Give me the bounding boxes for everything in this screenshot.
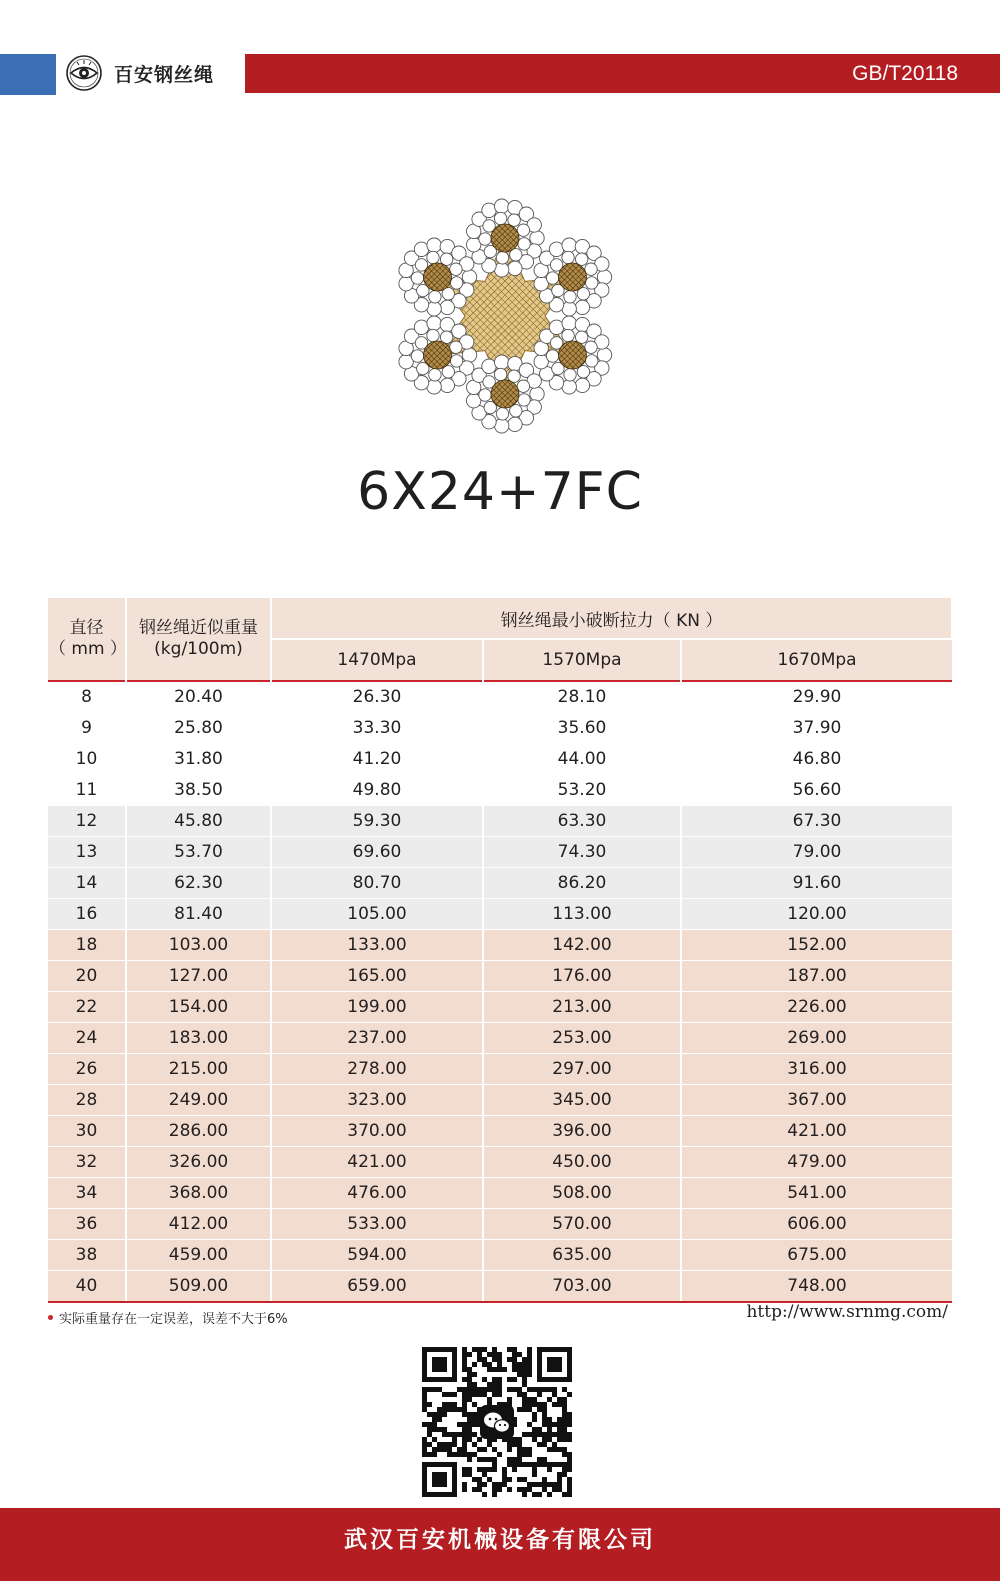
table-row <box>48 837 952 868</box>
table-cell: 675.00 <box>681 1240 952 1271</box>
table-cell: 29.90 <box>681 681 952 713</box>
table-cell: 59.30 <box>271 806 483 837</box>
table-cell: 40 <box>48 1271 126 1303</box>
table-cell: 297.00 <box>483 1054 681 1085</box>
table-cell: 32 <box>48 1147 126 1178</box>
header-weight <box>126 598 271 681</box>
table-cell: 74.30 <box>483 837 681 868</box>
table-row <box>48 806 952 837</box>
table-cell: 31.80 <box>126 744 271 775</box>
table-cell: 450.00 <box>483 1147 681 1178</box>
table-cell: 606.00 <box>681 1209 952 1240</box>
table-cell: 476.00 <box>271 1178 483 1209</box>
table-cell: 127.00 <box>126 961 271 992</box>
table-cell: 570.00 <box>483 1209 681 1240</box>
table-row <box>48 681 952 713</box>
table-cell: 509.00 <box>126 1271 271 1303</box>
table-row <box>48 1271 952 1303</box>
table-cell: 113.00 <box>483 899 681 930</box>
weight-tolerance-note <box>48 1308 288 1327</box>
table-row <box>48 868 952 899</box>
table-cell: 479.00 <box>681 1147 952 1178</box>
table-cell: 34 <box>48 1178 126 1209</box>
product-model: 6X24+7FC <box>357 462 643 522</box>
wechat-qr-code-icon <box>422 1347 572 1497</box>
footer-company-name: 武汉百安机械设备有限公司 <box>344 1526 656 1553</box>
table-cell: 183.00 <box>126 1023 271 1054</box>
table-cell: 13 <box>48 837 126 868</box>
table-cell: 80.70 <box>271 868 483 899</box>
table-cell: 37.90 <box>681 713 952 744</box>
table-cell: 79.00 <box>681 837 952 868</box>
table-row <box>48 1023 952 1054</box>
table-cell: 69.60 <box>271 837 483 868</box>
table-cell: 594.00 <box>271 1240 483 1271</box>
header-diameter-unit: （ mm ） <box>49 639 127 659</box>
table-cell: 44.00 <box>483 744 681 775</box>
header-weight-unit: (kg/100m) <box>154 639 243 659</box>
header-grade-1670: 1670Mpa <box>681 639 952 681</box>
table-cell: 86.20 <box>483 868 681 899</box>
table-cell: 635.00 <box>483 1240 681 1271</box>
bullet-dot-icon <box>48 1315 53 1320</box>
table-cell: 41.20 <box>271 744 483 775</box>
table-row <box>48 930 952 961</box>
table-cell: 370.00 <box>271 1116 483 1147</box>
table-cell: 165.00 <box>271 961 483 992</box>
table-row <box>48 961 952 992</box>
table-cell: 46.80 <box>681 744 952 775</box>
table-cell: 368.00 <box>126 1178 271 1209</box>
table-cell: 226.00 <box>681 992 952 1023</box>
table-cell: 367.00 <box>681 1085 952 1116</box>
table-cell: 45.80 <box>126 806 271 837</box>
table-cell: 421.00 <box>271 1147 483 1178</box>
table-cell: 703.00 <box>483 1271 681 1303</box>
table-cell: 278.00 <box>271 1054 483 1085</box>
table-row <box>48 775 952 806</box>
header-grade-1570: 1570Mpa <box>483 639 681 681</box>
table-cell: 253.00 <box>483 1023 681 1054</box>
table-row <box>48 1240 952 1271</box>
table-cell: 269.00 <box>681 1023 952 1054</box>
table-cell: 199.00 <box>271 992 483 1023</box>
table-cell: 154.00 <box>126 992 271 1023</box>
table-cell: 152.00 <box>681 930 952 961</box>
table-cell: 421.00 <box>681 1116 952 1147</box>
table-row <box>48 899 952 930</box>
header-diameter-label: 直径 <box>69 618 104 638</box>
table-cell: 28.10 <box>483 681 681 713</box>
table-cell: 213.00 <box>483 992 681 1023</box>
table-cell: 249.00 <box>126 1085 271 1116</box>
note-text: 实际重量存在一定误差，误差不大于6% <box>59 1312 288 1327</box>
table-cell: 10 <box>48 744 126 775</box>
table-cell: 81.40 <box>126 899 271 930</box>
table-cell: 38 <box>48 1240 126 1271</box>
table-cell: 22 <box>48 992 126 1023</box>
table-cell: 53.20 <box>483 775 681 806</box>
company-logo <box>64 54 214 93</box>
header-diameter <box>48 598 126 681</box>
table-cell: 62.30 <box>126 868 271 899</box>
header-grade-1470: 1470Mpa <box>271 639 483 681</box>
table-cell: 53.70 <box>126 837 271 868</box>
table-cell: 24 <box>48 1023 126 1054</box>
table-cell: 412.00 <box>126 1209 271 1240</box>
table-cell: 67.30 <box>681 806 952 837</box>
table-cell: 142.00 <box>483 930 681 961</box>
table-cell: 748.00 <box>681 1271 952 1303</box>
table-cell: 56.60 <box>681 775 952 806</box>
table-cell: 91.60 <box>681 868 952 899</box>
table-cell: 26 <box>48 1054 126 1085</box>
table-cell: 20 <box>48 961 126 992</box>
table-cell: 659.00 <box>271 1271 483 1303</box>
table-cell: 120.00 <box>681 899 952 930</box>
table-cell: 16 <box>48 899 126 930</box>
table-cell: 26.30 <box>271 681 483 713</box>
table-cell: 11 <box>48 775 126 806</box>
table-cell: 345.00 <box>483 1085 681 1116</box>
table-row <box>48 1209 952 1240</box>
table-cell: 323.00 <box>271 1085 483 1116</box>
website-url[interactable]: http://www.srnmg.com/ <box>746 1302 948 1322</box>
table-cell: 533.00 <box>271 1209 483 1240</box>
table-cell: 25.80 <box>126 713 271 744</box>
table-cell: 38.50 <box>126 775 271 806</box>
header-breaking-force: 钢丝绳最小破断拉力（ KN ） <box>271 598 952 639</box>
table-cell: 215.00 <box>126 1054 271 1085</box>
table-cell: 12 <box>48 806 126 837</box>
table-cell: 541.00 <box>681 1178 952 1209</box>
table-cell: 9 <box>48 713 126 744</box>
table-cell: 176.00 <box>483 961 681 992</box>
table-cell: 20.40 <box>126 681 271 713</box>
table-row <box>48 1116 952 1147</box>
table-cell: 30 <box>48 1116 126 1147</box>
table-cell: 508.00 <box>483 1178 681 1209</box>
spec-table <box>48 598 953 1303</box>
table-row <box>48 713 952 744</box>
rope-cross-section-icon <box>385 186 625 446</box>
table-row <box>48 1054 952 1085</box>
table-row <box>48 1178 952 1209</box>
table-cell: 63.30 <box>483 806 681 837</box>
table-row <box>48 1147 952 1178</box>
table-cell: 286.00 <box>126 1116 271 1147</box>
table-cell: 133.00 <box>271 930 483 961</box>
table-cell: 33.30 <box>271 713 483 744</box>
table-cell: 103.00 <box>126 930 271 961</box>
header-weight-label: 钢丝绳近似重量 <box>139 618 258 638</box>
table-row <box>48 1085 952 1116</box>
table-cell: 396.00 <box>483 1116 681 1147</box>
table-cell: 326.00 <box>126 1147 271 1178</box>
table-cell: 35.60 <box>483 713 681 744</box>
table-cell: 14 <box>48 868 126 899</box>
header-blue-block <box>0 54 56 95</box>
company-name: 百安钢丝绳 <box>114 64 215 86</box>
eye-emblem-icon <box>64 54 104 93</box>
table-row <box>48 992 952 1023</box>
table-cell: 28 <box>48 1085 126 1116</box>
table-cell: 105.00 <box>271 899 483 930</box>
table-cell: 237.00 <box>271 1023 483 1054</box>
table-row <box>48 744 952 775</box>
table-cell: 8 <box>48 681 126 713</box>
table-cell: 459.00 <box>126 1240 271 1271</box>
table-cell: 187.00 <box>681 961 952 992</box>
table-cell: 36 <box>48 1209 126 1240</box>
table-cell: 49.80 <box>271 775 483 806</box>
standard-code: GB/T20118 <box>852 62 958 85</box>
table-cell: 316.00 <box>681 1054 952 1085</box>
table-cell: 18 <box>48 930 126 961</box>
